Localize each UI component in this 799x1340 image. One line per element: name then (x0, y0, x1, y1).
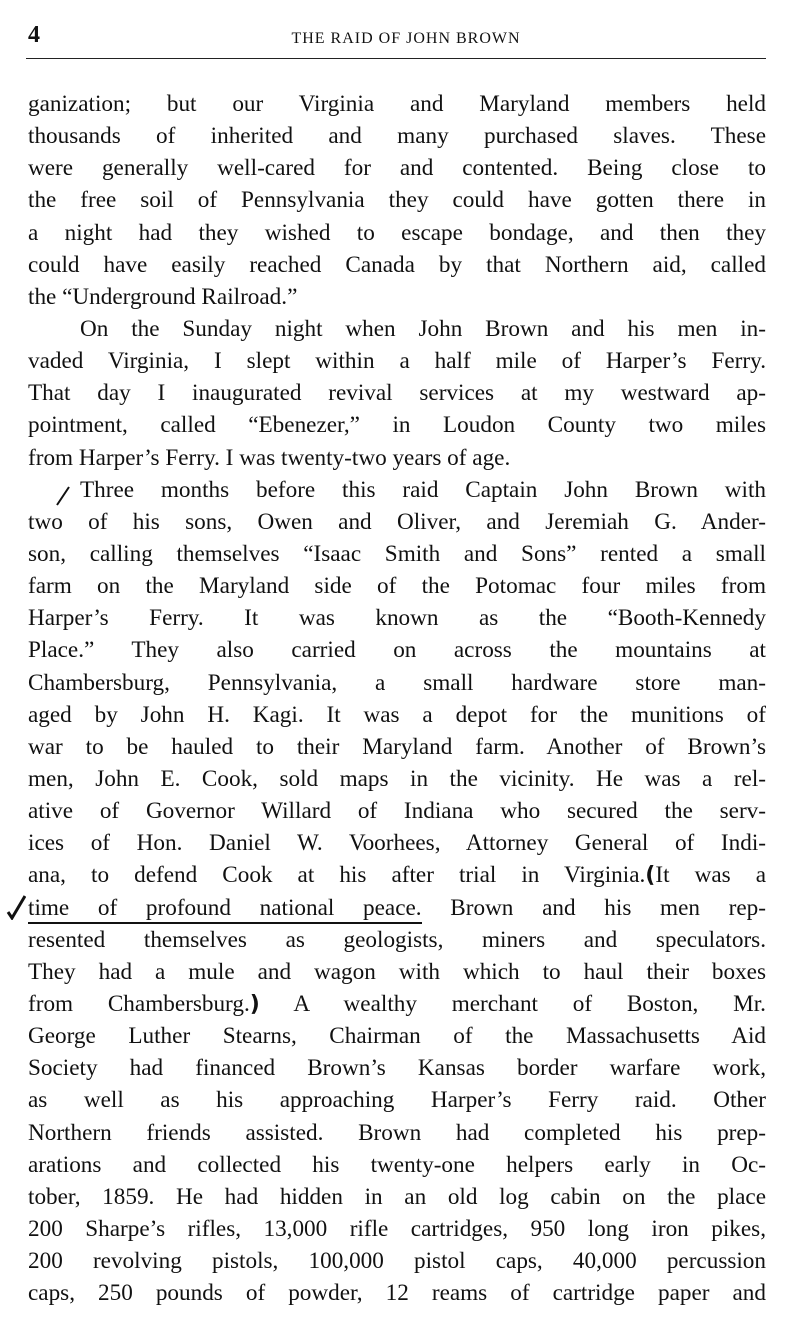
text-line: ganization; but our Virginia and Maryland members held (28, 91, 766, 117)
text-line: men, John E. Cook, sold maps in the vicinity. He was a rel- (28, 765, 766, 792)
paragraph-3 (28, 474, 766, 1310)
text-line: son, calling themselves “Isaac Smith and Sons” rented a small (28, 540, 766, 567)
paragraph-1 (28, 88, 766, 313)
text-line: the free soil of Pennsylvania they could have gotten there in (28, 187, 766, 214)
text-line: resented themselves as geologists, miners and speculators. (28, 926, 766, 953)
open-paren-mark: ( (645, 863, 656, 889)
text-line: 200 Sharpe’s rifles, 13,000 rifle cartridges, 950 long iron pikes, (28, 1215, 766, 1242)
text-line: aged by John H. Kagi. It was a depot for the munitions of (28, 701, 766, 728)
text-fragment: from Chambersburg. (28, 990, 250, 1017)
text-line: 200 revolving pistols, 100,000 pistol caps, 40,000 percussion (28, 1248, 766, 1275)
text-line: the “Underground Railroad.” (28, 283, 298, 310)
slash-mark-icon (56, 486, 70, 506)
text-line: arations and collected his twenty-one helpers early in Oc- (28, 1151, 766, 1178)
text-line: On the Sunday night when John Brown and his men in- (80, 315, 766, 342)
text-line-with-mark (28, 859, 766, 891)
text-line: tober, 1859. He had hidden in an old log cabin on the place (28, 1183, 766, 1210)
running-head: THE RAID OF JOHN BROWN (291, 30, 521, 47)
text-fragment: It was a (655, 862, 766, 889)
text-line: vaded Virginia, I slept within a half mile of Harper’s Ferry. (28, 348, 766, 375)
text-line: pointment, called “Ebenezer,” in Loudon County two miles (28, 412, 766, 439)
text-line: They had a mule and wagon with which to haul their boxes (28, 958, 766, 985)
text-line: Three months before this raid Captain John Brown with (80, 476, 766, 503)
check-mark-icon (6, 894, 26, 920)
text-line: Society had financed Brown’s Kansas border warfare work, (28, 1055, 766, 1082)
text-fragment: ana, to defend Cook at his after trial in Virginia. (28, 862, 646, 889)
text-line: two of his sons, Owen and Oliver, and Jeremiah G. Ander- (28, 508, 766, 535)
text-line: ices of Hon. Daniel W. Voorhees, Attorney General of Indi- (28, 830, 766, 857)
header-rule (26, 58, 766, 59)
text-line: George Luther Stearns, Chairman of the Massachusetts Aid (28, 1023, 766, 1050)
page-number: 4 (28, 22, 40, 48)
text-line: were generally well-cared for and contented. Being close to (28, 155, 766, 182)
text-line: as well as his approaching Harper’s Ferry raid. Other (28, 1087, 766, 1114)
text-line: Harper’s Ferry. It was known as the “Booth-Kennedy (28, 605, 766, 632)
page-header (26, 22, 766, 54)
text-line: Chambersburg, Pennsylvania, a small hardware store man- (28, 669, 766, 696)
text-line: ative of Governor Willard of Indiana who secured the serv- (28, 798, 766, 825)
text-fragment: Brown and his men rep- (450, 894, 766, 921)
text-line: Place.” They also carried on across the mountains at (28, 637, 766, 664)
text-line: war to be hauled to their Maryland farm. Another of Brown’s (28, 733, 766, 760)
text-line: thousands of inherited and many purchased slaves. These (28, 123, 766, 150)
text-line: from Harper’s Ferry. I was twenty-two years of age. (28, 444, 511, 471)
text-fragment: A wealthy merchant of Boston, Mr. (293, 990, 766, 1017)
body-text (28, 88, 766, 1309)
text-line-with-mark (28, 988, 766, 1020)
text-line: caps, 250 pounds of powder, 12 reams of cartridge paper and (28, 1280, 766, 1307)
underlined-phrase: time of profound national peace. (28, 895, 422, 924)
text-line: That day I inaugurated revival services at my westward ap- (28, 380, 766, 407)
text-line: farm on the Maryland side of the Potomac four miles from (28, 573, 766, 600)
text-line: a night had they wished to escape bondage, and then they (28, 219, 766, 246)
paragraph-2 (28, 313, 766, 474)
text-line: could have easily reached Canada by that Northern aid, called (28, 251, 766, 278)
close-paren-mark: ) (249, 991, 260, 1017)
text-line: Northern friends assisted. Brown had completed his prep- (28, 1119, 766, 1146)
text-line-underlined (28, 892, 766, 924)
